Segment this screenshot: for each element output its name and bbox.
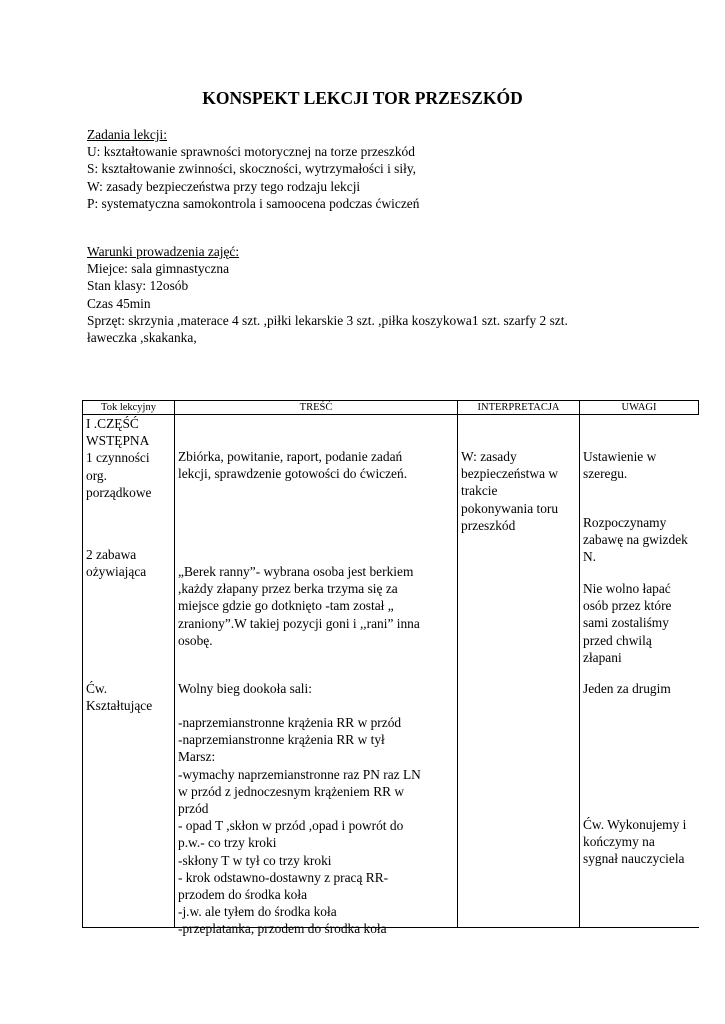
task-line: S: kształtowanie zwinności, skoczności, wytrzymałości i siły, (87, 161, 416, 177)
content-line: „Berek ranny”- wybrana osoba jest berkiem (178, 564, 414, 579)
content-line: osobę. (178, 632, 213, 648)
note-line: Jeden za drugim (583, 681, 671, 696)
task-line: U: kształtowanie sprawności motorycznej na torze przeszkód (87, 144, 415, 160)
condition-line: ławeczka ,skakanka, (87, 330, 197, 346)
lesson-conditions (87, 243, 687, 346)
exercise-line: -wymachy naprzemianstronne raz PN raz LN (178, 766, 421, 782)
stage-label: Kształtujące (86, 698, 153, 714)
note-line: osób przez które (583, 598, 672, 614)
note-line: kończymy na (583, 834, 655, 850)
stage-label: ożywiająca (86, 564, 147, 580)
condition-line: Czas 45min (87, 295, 151, 311)
exercise-line: Marsz: (178, 749, 216, 765)
section-label: I .CZĘŚĆ (86, 416, 139, 431)
task-line: W: zasady bezpieczeństwa przy tego rodzaju lekcji (87, 178, 361, 194)
section-label: WSTĘPNA (86, 433, 150, 449)
conditions-heading: Warunki prowadzenia zajęć: (87, 244, 240, 259)
note-line: zabawę na gwizdek (583, 532, 688, 548)
interpretation-line: bezpieczeństwa w (461, 466, 559, 482)
note-line: Ustawienie w (583, 449, 657, 464)
exercise-line: -j.w. ale tyłem do środka koła (178, 904, 337, 920)
page-title: KONSPEKT LEKCJI TOR PRZESZKÓD (202, 88, 523, 108)
cell-tok-lekcyjny (83, 415, 175, 928)
note-line: sami zostaliśmy (583, 615, 669, 631)
condition-line: Stan klasy: 12osób (87, 278, 189, 294)
header-uwagi: UWAGI (580, 401, 699, 415)
content-line: ,każdy złapany przez berka trzyma się za (178, 581, 398, 597)
stage-label: porządkowe (86, 484, 152, 500)
header-interpretacja: INTERPRETACJA (458, 401, 580, 415)
stage-label: Ćw. (86, 681, 108, 696)
exercise-line: -przeplatanka, przodem do środka koła (178, 921, 387, 937)
condition-line: Sprzęt: skrzynia ,materace 4 szt. ,piłki lekarskie 3 szt. ,piłka koszykowa1 szt. szarfy 2 szt. (87, 312, 568, 328)
note-line: Nie wolno łapać (583, 581, 671, 596)
exercise-line: - opad T ,skłon w przód ,opad i powrót do (178, 818, 404, 834)
exercise-line: p.w.- co trzy kroki (178, 835, 277, 851)
stage-label: 1 czynności (86, 450, 150, 466)
content-line: Wolny bieg dookoła sali: (178, 681, 312, 696)
lesson-tasks (87, 126, 687, 212)
cell-tresc (175, 415, 458, 937)
exercise-line: przodem do środka koła (178, 887, 308, 903)
note-line: szeregu. (583, 466, 628, 482)
exercise-line: - krok odstawno-dostawny z pracą RR- (178, 869, 389, 885)
note-line: N. (583, 549, 597, 565)
interpretation-line: trakcie (461, 483, 498, 499)
cell-uwagi (580, 415, 699, 928)
exercise-line: -naprzemianstronne krążenia RR w tył (178, 732, 385, 748)
interpretation-line: pokonywania toru (461, 500, 559, 516)
interpretation-line: W: zasady (461, 449, 517, 464)
table-row (83, 415, 699, 928)
note-line: przed chwilą (583, 632, 652, 648)
interpretation-line: przeszkód (461, 517, 516, 533)
table-header-row (83, 401, 699, 415)
header-tok-lekcyjny: Tok lekcyjny (83, 401, 175, 415)
exercise-line: przód (178, 801, 209, 817)
content-line: miejsce gdzie go dotknięto -tam został „ (178, 598, 394, 614)
stage-label: 2 zabawa (86, 547, 137, 562)
note-line: złapani (583, 649, 622, 665)
header-tresc: TREŚĆ (175, 401, 458, 415)
note-line: sygnał nauczyciela (583, 851, 685, 867)
tasks-heading: Zadania lekcji: (87, 127, 167, 142)
content-line: zraniony”.W takiej pozycji goni i ,,rani” inna (178, 615, 420, 631)
note-line: Rozpoczynamy (583, 515, 667, 530)
lesson-table (82, 400, 699, 937)
exercise-line: w przód z jednoczesnym krążeniem RR w (178, 783, 405, 799)
exercise-line: -naprzemianstronne krążenia RR w przód (178, 715, 402, 730)
stage-label: org. (86, 467, 107, 483)
task-line: P: systematyczna samokontrola i samoocena podczas ćwiczeń (87, 195, 420, 211)
note-line: Ćw. Wykonujemy i (583, 817, 687, 832)
exercise-line: -skłony T w tył co trzy kroki (178, 852, 332, 868)
content-line: lekcji, sprawdzenie gotowości do ćwiczeń. (178, 466, 408, 482)
content-line: Zbiórka, powitanie, raport, podanie zadań (178, 449, 403, 464)
condition-line: Miejce: sala gimnastyczna (87, 261, 230, 277)
cell-interpretacja (458, 415, 580, 928)
